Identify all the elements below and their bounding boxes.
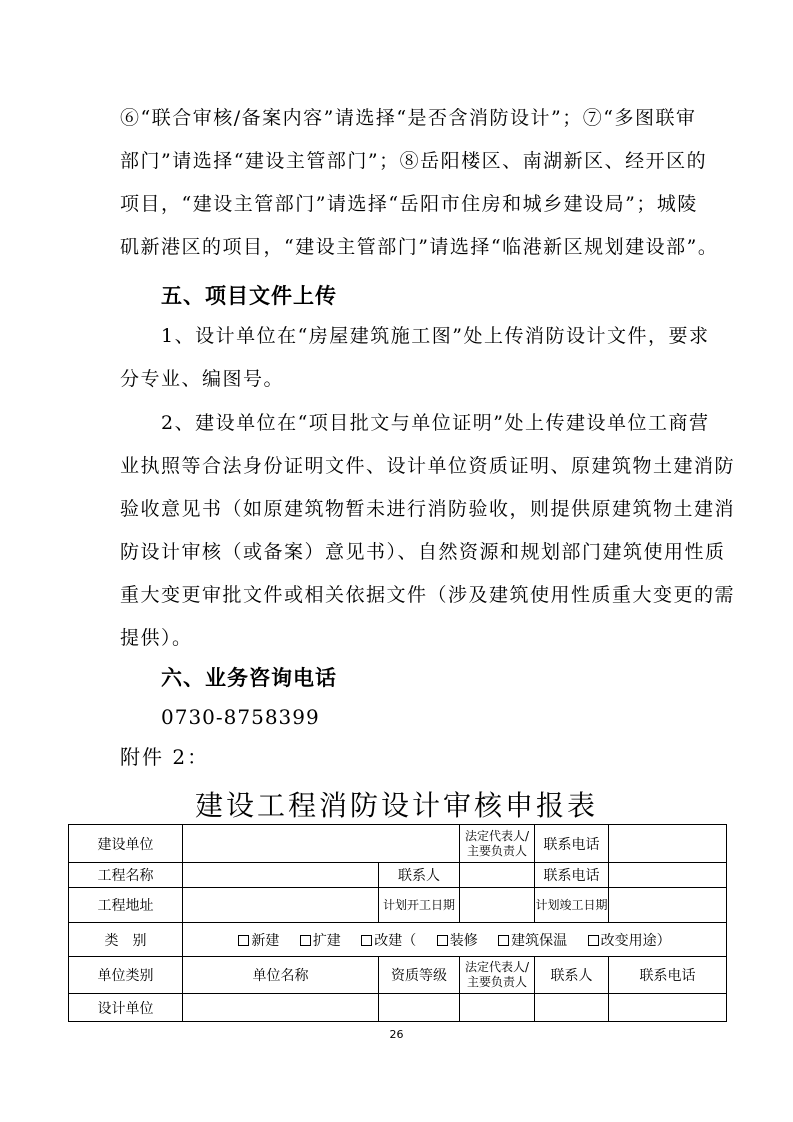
checkbox-icon[interactable] bbox=[361, 935, 372, 946]
category-option-expand[interactable]: 扩建 bbox=[300, 933, 341, 949]
body-line: 提供）。 bbox=[120, 627, 193, 649]
design-unit-name-field[interactable] bbox=[183, 994, 379, 1022]
category-option-rebuild[interactable]: 改建（ bbox=[361, 933, 416, 949]
contact-person-header: 联系人 bbox=[535, 957, 609, 994]
project-name-label: 工程名称 bbox=[69, 863, 183, 888]
project-address-label: 工程地址 bbox=[69, 888, 183, 923]
body-line: 1、设计单位在“房屋建筑施工图”处上传消防设计文件，要求 bbox=[161, 325, 710, 347]
category-option-change-use[interactable]: 改变用途） bbox=[588, 933, 671, 949]
page-number: 26 bbox=[389, 1028, 404, 1041]
body-line: 重大变更审批文件或相关依据文件（涉及建筑使用性质重大变更的需 bbox=[120, 584, 736, 606]
planned-start-field[interactable] bbox=[460, 888, 535, 923]
qualification-header: 资质等级 bbox=[379, 957, 460, 994]
annex-label: 附件 2： bbox=[120, 745, 210, 769]
category-option-renovate[interactable]: 装修 bbox=[437, 933, 478, 949]
construction-unit-label: 建设单位 bbox=[69, 825, 183, 863]
contact-person-field[interactable] bbox=[460, 863, 535, 888]
application-form-table bbox=[68, 824, 727, 1022]
contact-phone-field[interactable] bbox=[609, 863, 727, 888]
body-line: 矶新港区的项目，“建设主管部门”请选择“临港新区规划建设部”。 bbox=[120, 236, 719, 258]
contact-person-label: 联系人 bbox=[379, 863, 460, 888]
construction-unit-field[interactable] bbox=[183, 825, 460, 863]
contact-phone-header: 联系电话 bbox=[609, 957, 727, 994]
planned-completion-label: 计划竣工日期 bbox=[535, 888, 609, 923]
design-unit-qualification-field[interactable] bbox=[379, 994, 460, 1022]
unit-type-header: 单位类别 bbox=[69, 957, 183, 994]
body-line: 防设计审核（或备案）意见书）、自然资源和规划部门建筑使用性质 bbox=[120, 541, 726, 563]
unit-name-header: 单位名称 bbox=[183, 957, 379, 994]
phone-number: 0730-8758399 bbox=[161, 705, 320, 729]
body-line: 2、建设单位在“项目批文与单位证明”处上传建设单位工商营 bbox=[161, 412, 710, 434]
body-line: 业执照等合法身份证明文件、设计单位资质证明、原建筑物土建消防 bbox=[120, 455, 736, 477]
project-address-field[interactable] bbox=[183, 888, 379, 923]
category-label: 类 别 bbox=[69, 923, 183, 957]
contact-phone-label: 联系电话 bbox=[535, 863, 609, 888]
project-name-field[interactable] bbox=[183, 863, 379, 888]
design-unit-phone-field[interactable] bbox=[609, 994, 727, 1022]
contact-phone-label: 联系电话 bbox=[535, 825, 609, 863]
body-line: ⑥“联合审核/备案内容”请选择“是否含消防设计”；⑦“多图联审 bbox=[120, 107, 697, 129]
design-unit-contact-field[interactable] bbox=[535, 994, 609, 1022]
body-line: 验收意见书（如原建筑物暂未进行消防验收，则提供原建筑物土建消 bbox=[120, 498, 736, 520]
design-unit-label: 设计单位 bbox=[69, 994, 183, 1022]
body-line: 部门”请选择“建设主管部门”；⑧岳阳楼区、南湖新区、经开区的 bbox=[120, 150, 708, 172]
planned-completion-field[interactable] bbox=[609, 888, 727, 923]
checkbox-icon[interactable] bbox=[300, 935, 311, 946]
section-heading-upload: 五、项目文件上传 bbox=[161, 284, 337, 308]
contact-phone-field[interactable] bbox=[609, 825, 727, 863]
body-line: 分专业、编图号。 bbox=[120, 368, 285, 390]
checkbox-icon[interactable] bbox=[498, 935, 509, 946]
section-heading-phone: 六、业务咨询电话 bbox=[161, 666, 337, 690]
form-title: 建设工程消防设计审核申报表 bbox=[194, 789, 598, 822]
checkbox-icon[interactable] bbox=[437, 935, 448, 946]
planned-start-label: 计划开工日期 bbox=[379, 888, 460, 923]
body-line: 项目，“建设主管部门”请选择“岳阳市住房和城乡建设局”；城陵 bbox=[120, 193, 698, 215]
category-option-new[interactable]: 新建 bbox=[238, 933, 279, 949]
legal-rep-header: 法定代表人/主要负责人 bbox=[460, 957, 535, 994]
legal-rep-label: 法定代表人/主要负责人 bbox=[460, 825, 535, 863]
design-unit-legal-rep-field[interactable] bbox=[460, 994, 535, 1022]
category-options bbox=[183, 923, 727, 957]
category-option-insulation[interactable]: 建筑保温 bbox=[498, 933, 567, 949]
checkbox-icon[interactable] bbox=[588, 935, 599, 946]
checkbox-icon[interactable] bbox=[238, 935, 249, 946]
